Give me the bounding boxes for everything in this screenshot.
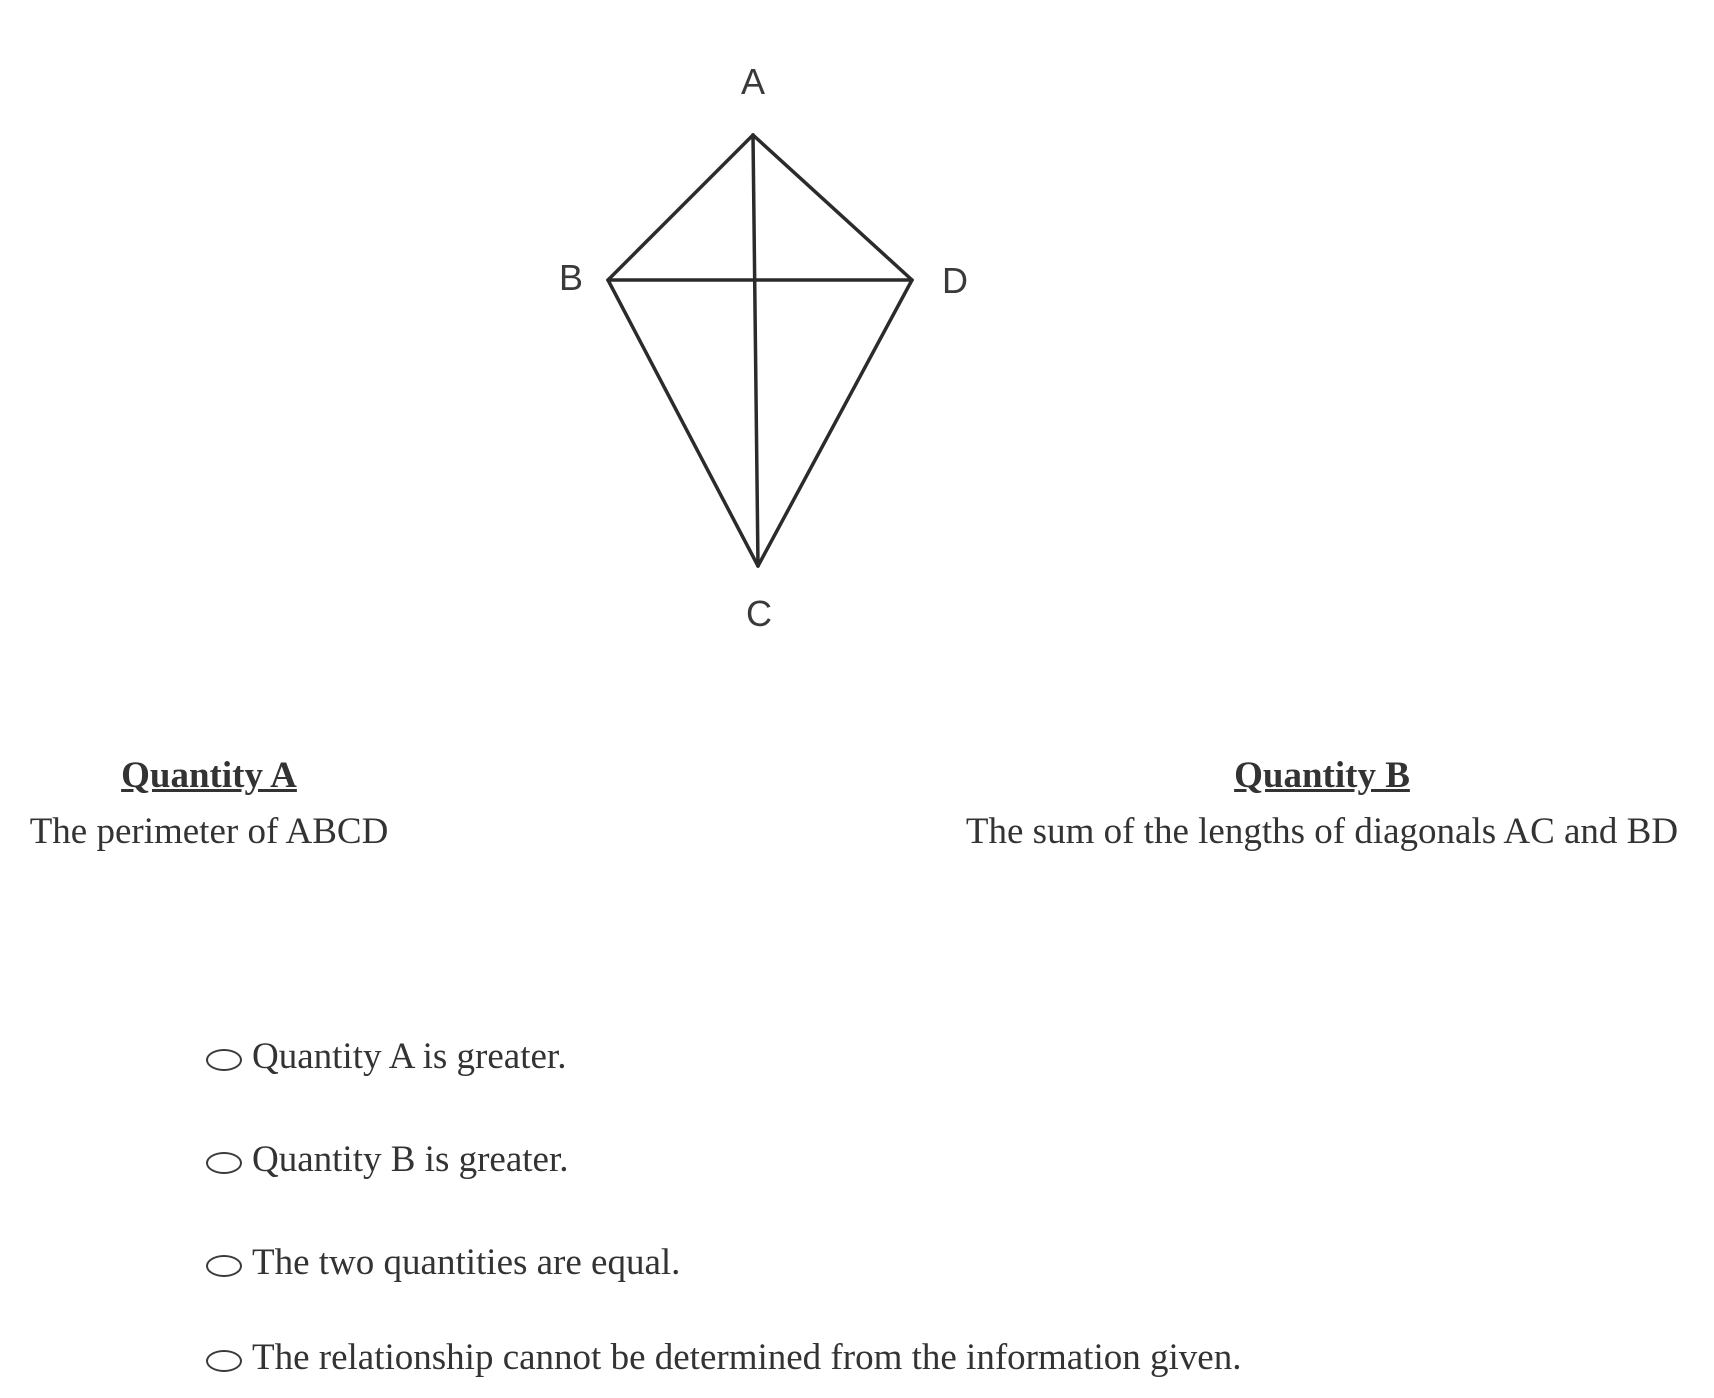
- choice-label: The two quantities are equal.: [252, 1242, 681, 1283]
- answer-choice-cannot-determine[interactable]: [206, 1336, 1241, 1379]
- side-ad: [753, 135, 912, 280]
- side-ab: [608, 135, 753, 280]
- radio-button[interactable]: [206, 1350, 242, 1372]
- answer-choice-equal[interactable]: [206, 1241, 680, 1284]
- vertex-label-b: B: [558, 257, 584, 298]
- choice-label: Quantity B is greater.: [252, 1139, 569, 1180]
- quantity-b-heading: Quantity B: [1234, 755, 1410, 796]
- vertex-label-a: A: [740, 61, 766, 102]
- side-dc: [758, 280, 912, 566]
- vertex-label-d: D: [942, 260, 968, 301]
- diagonal-ac: [753, 135, 758, 566]
- answer-choice-a-greater[interactable]: [206, 1035, 566, 1078]
- choice-label: Quantity A is greater.: [252, 1036, 567, 1077]
- quantity-a-text: The perimeter of ABCD: [29, 811, 389, 852]
- answer-choice-b-greater[interactable]: [206, 1138, 569, 1181]
- radio-button[interactable]: [206, 1049, 242, 1071]
- quantity-b-text: The sum of the lengths of diagonals AC and BD: [965, 811, 1679, 852]
- side-bc: [608, 280, 758, 566]
- quantity-a-heading: Quantity A: [121, 755, 297, 796]
- radio-button[interactable]: [206, 1255, 242, 1277]
- vertex-label-c: C: [746, 593, 772, 634]
- quantity-b-column: [952, 748, 1692, 860]
- quantity-a-column: [22, 748, 396, 860]
- radio-button[interactable]: [206, 1152, 242, 1174]
- choice-label: The relationship cannot be determined from the information given.: [252, 1337, 1242, 1378]
